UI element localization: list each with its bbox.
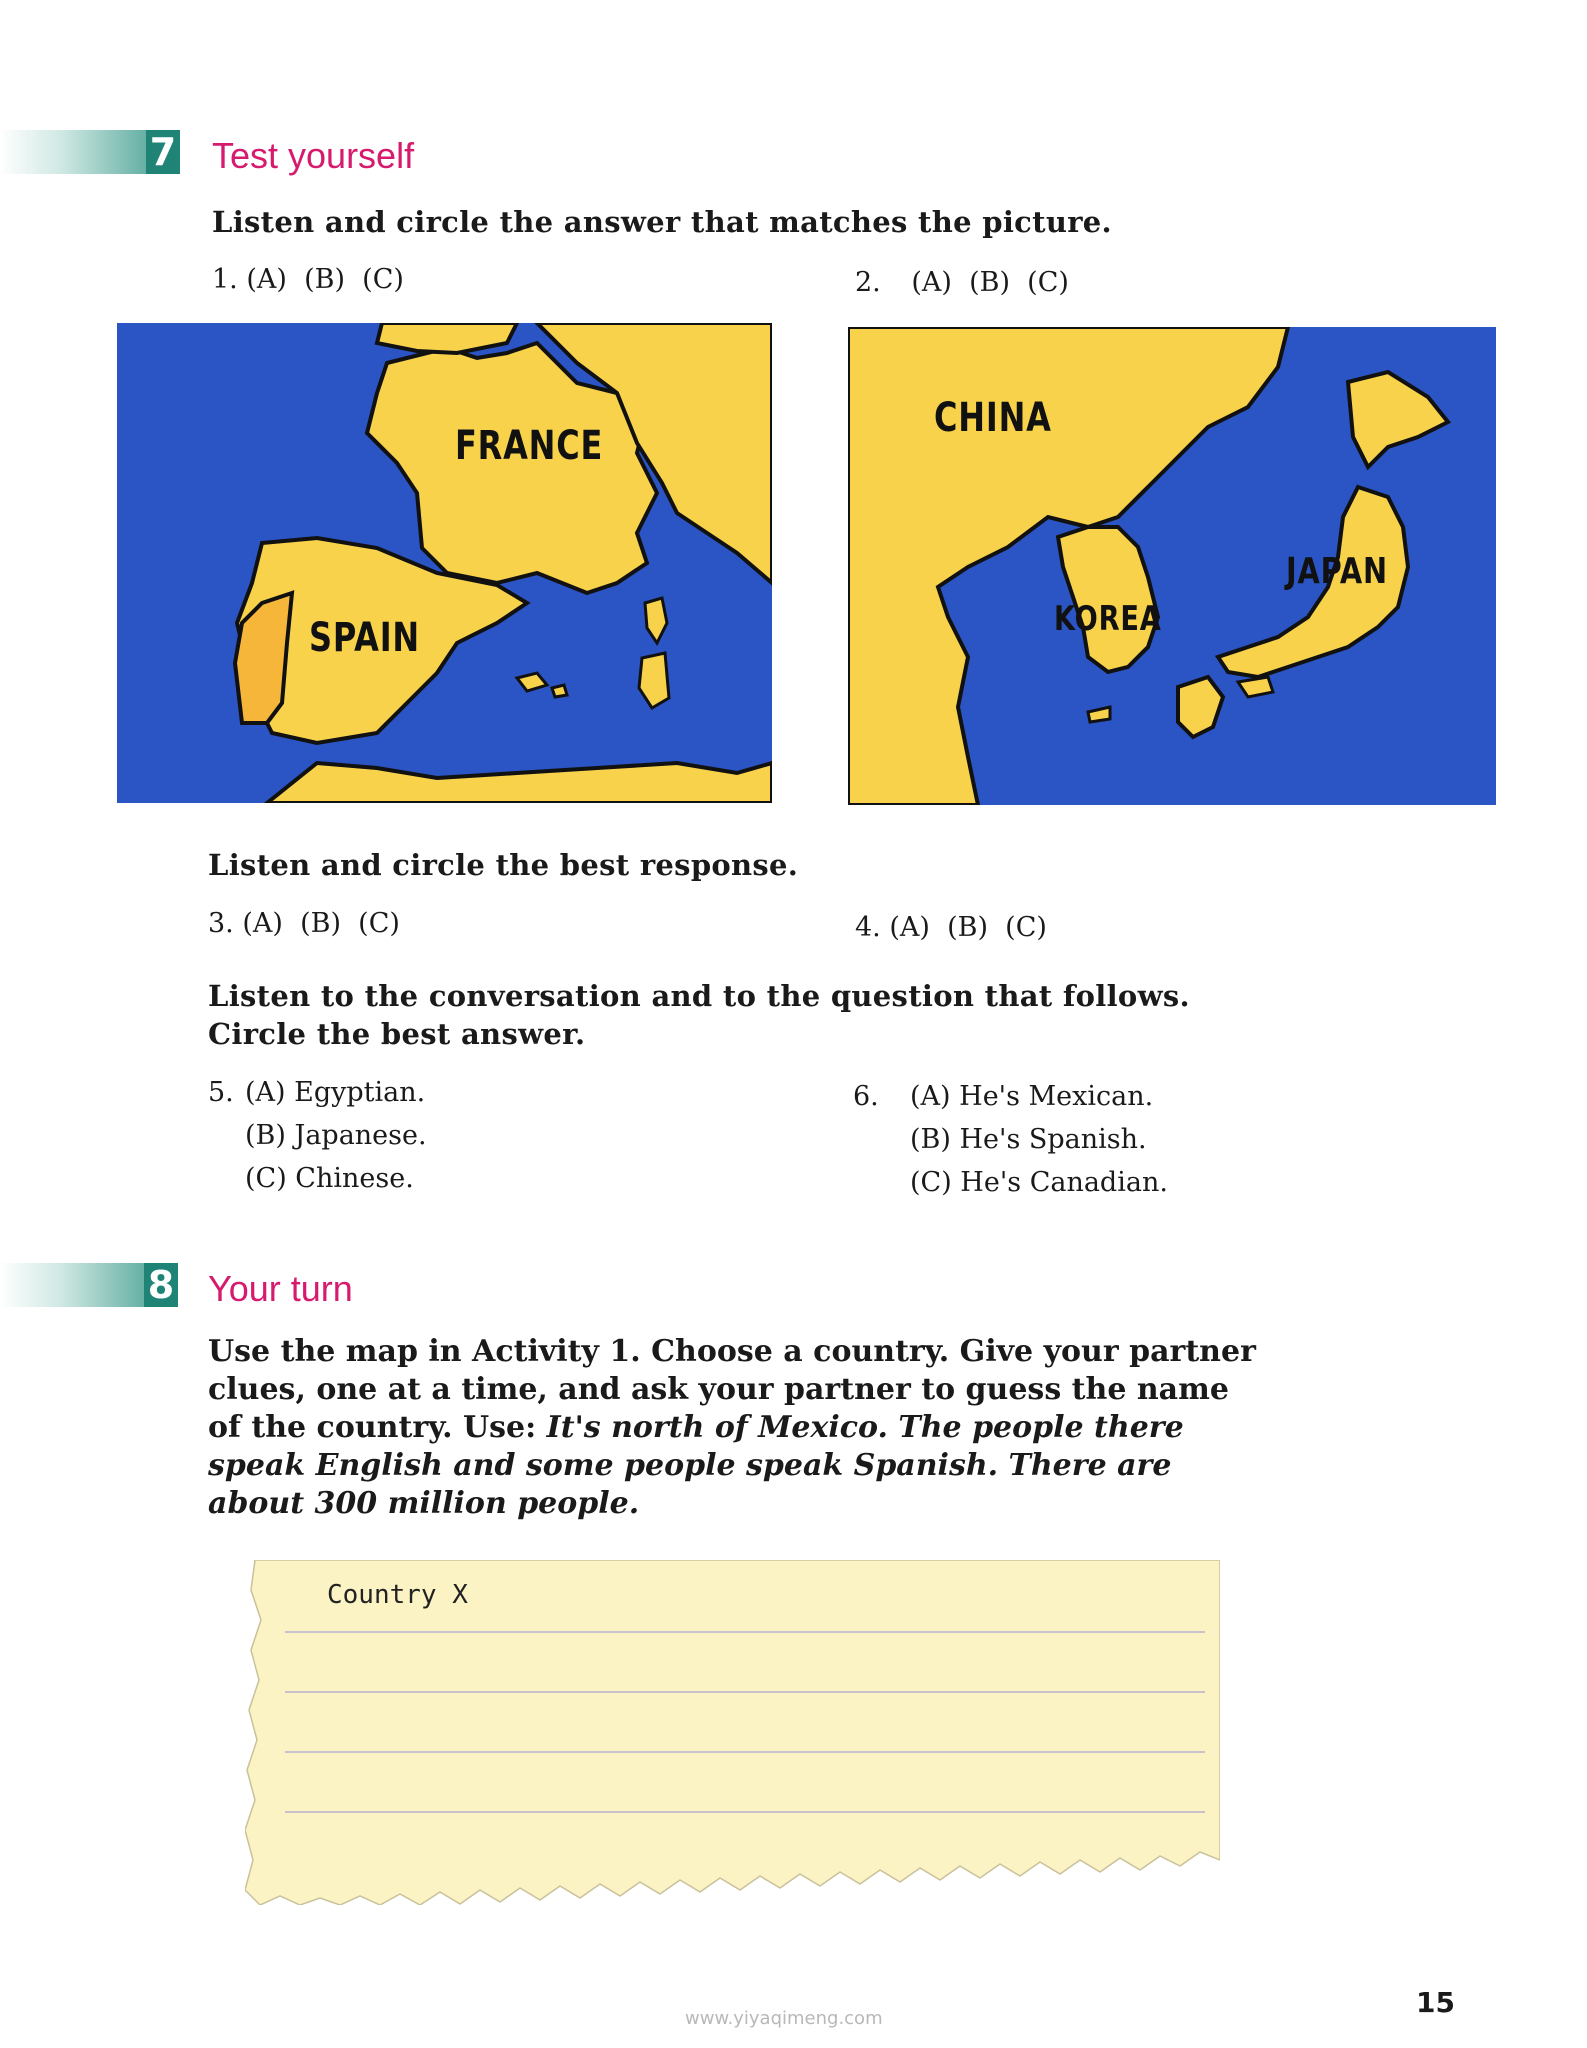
map-east-asia <box>848 327 1496 805</box>
answer-options[interactable]: (A) (B) (C) <box>889 912 1047 943</box>
answer-options[interactable]: (A) (B) (C) <box>242 908 400 939</box>
watermark: www.yiyaqimeng.com <box>685 2008 883 2029</box>
question-6-option-b[interactable]: (B) He's Spanish. <box>910 1124 1147 1155</box>
question-6-option-c[interactable]: (C) He's Canadian. <box>910 1167 1168 1198</box>
note-paper[interactable] <box>245 1560 1220 1905</box>
instruction-conversation-2: Circle the best answer. <box>208 1017 586 1051</box>
section-8-title: Your turn <box>208 1268 353 1309</box>
question-number: 1. <box>212 264 238 295</box>
korea-label: KOREA <box>1054 599 1162 639</box>
question-6-number: 6. <box>853 1081 879 1112</box>
answer-options[interactable]: (A) (B) (C) <box>246 264 404 295</box>
instruction-conversation-1: Listen to the conversation and to the question that follows. <box>208 979 1190 1013</box>
note-paper-sheet <box>245 1560 1220 1905</box>
china-label: CHINA <box>934 395 1052 441</box>
map-france-spain-graphic <box>117 323 772 803</box>
question-number: 2. <box>855 267 881 298</box>
instructions-example: It's north of Mexico. The people there speak English and some people speak Spanish. There are about 300 million people. <box>208 1410 1184 1521</box>
question-5-number: 5. <box>208 1077 234 1108</box>
instruction-match-picture: Listen and circle the answer that matches the picture. <box>212 205 1112 239</box>
japan-label: JAPAN <box>1286 551 1388 592</box>
section-7-title: Test yourself <box>212 135 415 176</box>
section-8-number: 8 <box>144 1263 178 1307</box>
question-3[interactable] <box>208 907 400 941</box>
question-2[interactable] <box>855 266 1069 300</box>
instruction-best-response: Listen and circle the best response. <box>208 848 799 882</box>
note-handwriting: Country X <box>327 1580 468 1610</box>
instructions-plain: Use the map in Activity 1. Choose a country. Give your partner clues, one at a time, and ask your partner to guess the name of the country. Use: <box>208 1334 1256 1445</box>
question-4[interactable] <box>855 911 1047 945</box>
balearic-island <box>552 685 567 697</box>
france-label: FRANCE <box>455 423 604 469</box>
page-number: 15 <box>1416 1986 1455 2019</box>
your-turn-instructions <box>208 1333 1268 1523</box>
question-5-option-b[interactable]: (B) Japanese. <box>245 1120 427 1151</box>
note-paper-graphic <box>245 1560 1220 1905</box>
map-france-spain <box>117 323 772 803</box>
question-number: 3. <box>208 908 234 939</box>
question-5-option-c[interactable]: (C) Chinese. <box>245 1163 414 1194</box>
question-6-option-a[interactable]: (A) He's Mexican. <box>910 1081 1154 1112</box>
question-1[interactable] <box>212 263 404 297</box>
spain-label: SPAIN <box>309 615 421 661</box>
answer-options[interactable]: (A) (B) (C) <box>911 267 1069 298</box>
question-number: 4. <box>855 912 881 943</box>
section-7-number: 7 <box>146 130 180 174</box>
question-5-option-a[interactable]: (A) Egyptian. <box>245 1077 426 1108</box>
